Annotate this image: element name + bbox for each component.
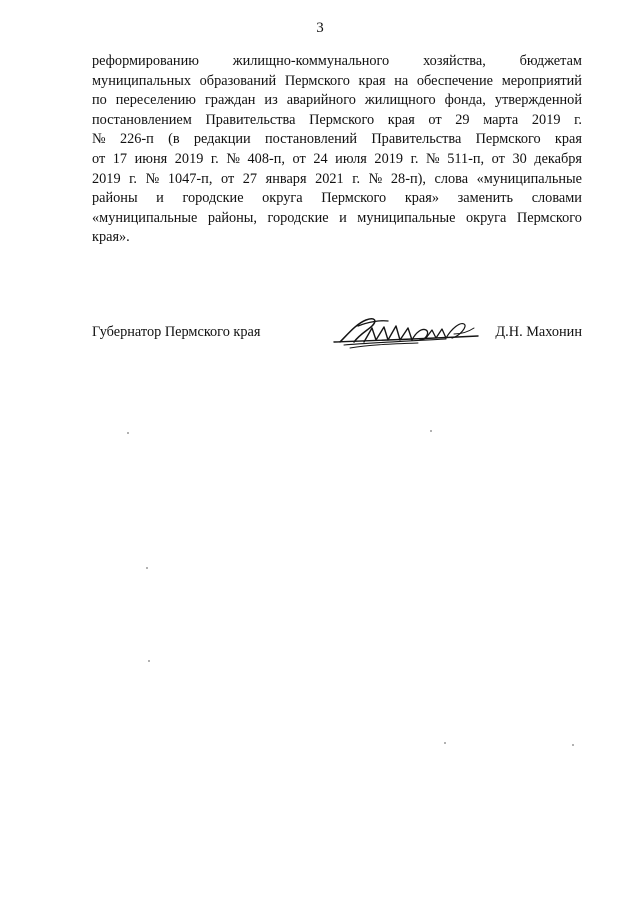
word: г. [210,150,219,167]
word: округа [465,209,507,226]
word: и [339,209,347,226]
word: фонда, [444,92,486,109]
word: Пермского [475,131,541,148]
text-line: края». [92,229,130,246]
word: г. [352,170,361,187]
word: 511-п, [447,150,485,167]
word: Пермского [284,72,350,89]
word: постановлением [92,111,192,128]
word: редакции [193,131,251,148]
scan-speck [146,567,148,569]
word: марта [483,111,519,128]
word: заменить [457,190,514,207]
word: слова [434,170,469,187]
word: июля [335,150,367,167]
word: края [554,131,582,148]
scan-speck [148,660,150,662]
word: 2021 [315,170,344,187]
text-line [92,130,582,150]
word: г. [129,170,137,187]
word: городские [267,209,329,226]
signatory-position: Губернатор Пермского края [92,324,261,340]
word: от [92,150,106,167]
word: от [428,111,442,128]
word: 2019 [531,111,561,128]
scan-speck [430,430,432,432]
word: районы, [207,209,257,226]
word: № [145,170,160,187]
word: «муниципальные [476,170,582,187]
word: обеспечение [416,72,494,89]
signature-block [92,318,582,358]
word: образований [199,72,277,89]
word: мероприятий [501,72,582,89]
word: № [368,170,383,187]
text-line [92,111,582,131]
word: 27 [242,170,258,187]
text-line [92,52,582,72]
scan-speck [127,432,129,434]
word: из [264,92,278,109]
word: «муниципальные [92,209,198,226]
word: (в [168,131,180,148]
word: аварийного [286,92,356,109]
word: Пермского [321,190,387,207]
word: хозяйства, [423,53,486,69]
word: г. [410,150,419,167]
word: января [265,170,307,187]
word: 29 [455,111,470,128]
word: № [425,150,440,167]
word: и [156,190,164,207]
word: муниципальные [357,209,456,226]
word: на [394,72,409,89]
text-line [92,170,582,190]
word: 2019 [92,170,121,187]
word: № [226,150,240,167]
signatory-name: Д.Н. Махонин [495,324,582,340]
scan-speck [572,744,574,746]
handwritten-signature [328,312,488,354]
word: № [92,131,106,148]
word: словами [531,190,582,207]
word: переселению [115,92,196,109]
word: постановлений [264,131,358,148]
word: 17 [112,150,128,167]
word: жилищного [364,92,436,109]
word: 1047-п, [167,170,213,187]
word: Правительства [205,111,296,128]
word: Пермского [309,111,375,128]
word: июня [134,150,168,167]
body-paragraph [92,52,582,248]
word: реформированию [92,53,199,69]
word: муниципальных [92,72,191,89]
word: от [491,150,505,167]
word: 408-п, [247,150,285,167]
page-number: 3 [316,20,324,36]
word: 28-п), [390,170,426,187]
word: округа [262,190,303,207]
word: 24 [313,150,328,167]
text-line [92,91,582,111]
text-line [92,209,582,229]
word: по [92,92,107,109]
word: 2019 [374,150,404,167]
word: края [387,111,415,128]
word: от [220,170,235,187]
word: районы [92,190,138,207]
text-line [92,72,582,92]
word: Пермского [516,209,582,226]
word: края» [404,190,439,207]
word: края [358,72,386,89]
word: граждан [204,92,256,109]
word: 226-п [119,131,154,148]
scan-speck [444,742,446,744]
word: утвержденной [494,92,582,109]
word: 30 [512,150,527,167]
word: бюджетам [519,53,582,69]
word: Правительства [371,131,462,148]
word: от [292,150,306,167]
word: 2019 [174,150,204,167]
word: городские [182,190,244,207]
word: г. [574,111,582,128]
text-line [92,150,582,170]
word: декабря [534,150,582,167]
text-line [92,189,582,209]
word: жилищно-коммунального [232,53,390,69]
